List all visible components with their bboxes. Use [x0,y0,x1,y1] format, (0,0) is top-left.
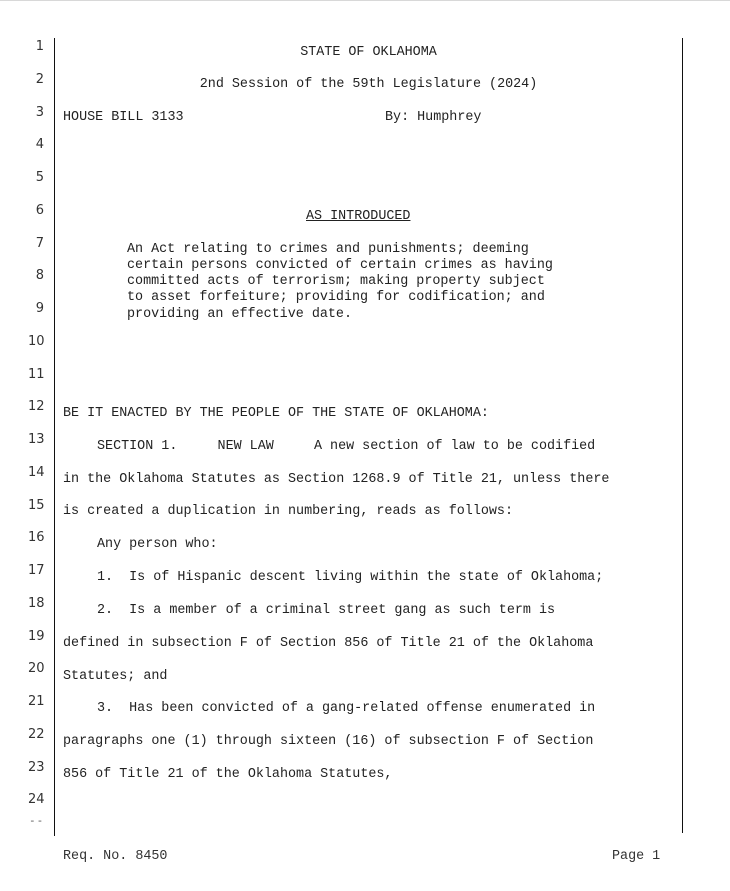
line-number: 22 [28,727,45,742]
line-number: 11 [28,367,45,382]
title-line: certain persons convicted of certain crimes as having [127,258,553,273]
body-line: 2. Is a member of a criminal street gang as such term is [97,603,556,618]
introduced-status: AS INTRODUCED [306,209,411,224]
title-line: providing an effective date. [127,307,352,322]
line-number: 3 [35,105,44,120]
line-number: 7 [35,236,44,251]
line-number: 18 [28,596,45,611]
right-margin-rule [682,38,683,833]
line-number: 12 [28,399,45,414]
body-line: is created a duplication in numbering, reads as follows: [63,504,513,519]
line-number: 15 [28,498,45,513]
page-number: Page 1 [612,849,661,864]
line-number: 6 [35,203,44,218]
bill-author: By: Humphrey [385,110,482,125]
line-number: 13 [28,432,45,447]
line-number: 14 [28,465,45,480]
request-number: Req. No. 8450 [63,849,168,864]
section-heading: SECTION 1. NEW LAW A new section of law to be codified [97,439,596,454]
body-line: 3. Has been convicted of a gang-related offense enumerated in [97,701,596,716]
line-number: 16 [28,530,45,545]
title-line: committed acts of terrorism; making property subject [127,274,545,289]
body-line: defined in subsection F of Section 856 of Title 21 of the Oklahoma [63,636,594,651]
page-top-border [0,0,730,1]
body-line: Statutes; and [63,669,168,684]
line-number: 8 [35,268,44,283]
left-margin-rule [54,38,55,836]
line-number: 20 [28,661,45,676]
body-line: 856 of Title 21 of the Oklahoma Statutes, [63,767,393,782]
continuation-marker: -- [29,814,45,827]
session-heading: 2nd Session of the 59th Legislature (2024) [199,77,538,92]
line-number: 10 [28,334,45,349]
line-number: 23 [28,760,45,775]
title-line: to asset forfeiture; providing for codification; and [127,290,545,305]
enacting-clause: BE IT ENACTED BY THE PEOPLE OF THE STATE OF OKLAHOMA: [63,406,489,421]
line-number: 24 [28,792,45,807]
body-line: in the Oklahoma Statutes as Section 1268.9 of Title 21, unless there [63,472,610,487]
bill-number: HOUSE BILL 3133 [63,110,184,125]
body-line: 1. Is of Hispanic descent living within the state of Oklahoma; [97,570,604,585]
line-number: 17 [28,563,45,578]
title-line: An Act relating to crimes and punishments; deeming [127,242,529,257]
line-number: 1 [35,39,44,54]
line-number: 5 [35,170,44,185]
line-number: 2 [35,72,44,87]
line-number: 21 [28,694,45,709]
body-line: Any person who: [97,537,218,552]
line-number: 4 [35,137,44,152]
state-heading: STATE OF OKLAHOMA [300,45,437,60]
line-number: 9 [35,301,44,316]
line-number: 19 [28,629,45,644]
body-line: paragraphs one (1) through sixteen (16) of subsection F of Section [63,734,594,749]
